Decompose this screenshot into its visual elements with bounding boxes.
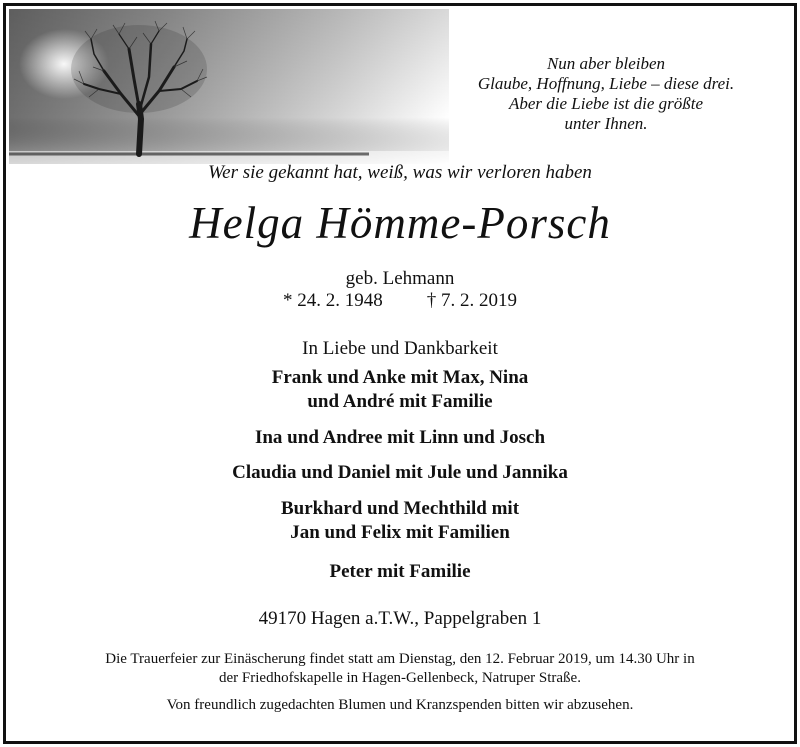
notice-line: der Friedhofskapelle in Hagen-Gellenbeck, Natruper Straße. [219,670,581,686]
mourner-line: Burkhard und Mechthild mit [280,498,520,519]
mourner-group [0,560,800,584]
mourner-line: Ina und Andree mit Linn und Josch [254,427,546,448]
bible-verse [446,54,766,134]
verse-line: Aber die Liebe ist die größte [508,94,704,113]
mourner-line: und André mit Familie [307,391,493,412]
deceased-name: Helga Hömme-Porsch [189,198,611,248]
mourner-line: Claudia und Daniel mit Jule und Jannika [232,462,568,483]
maiden-name: geb. Lehmann [345,268,455,289]
life-dates [0,290,800,312]
mourner-group [0,497,800,545]
verse-line: unter Ihnen. [564,114,648,133]
verse-line: Glaube, Hoffnung, Liebe – diese drei. [477,74,735,93]
mourner-line: Frank und Anke mit Max, Nina [271,367,529,388]
mourners-intro: In Liebe und Dankbarkeit [302,338,498,359]
verse-line: Nun aber bleiben [546,54,666,73]
tree-image [9,9,449,164]
mourner-group [0,426,800,450]
tree-icon [9,9,449,164]
death-date: † 7. 2. 2019 [426,290,517,311]
mourner-line: Peter mit Familie [329,561,471,582]
flowers-notice: Von freundlich zugedachten Blumen und Kranzspenden bitten wir abzusehen. [166,697,634,713]
address: 49170 Hagen a.T.W., Pappelgraben 1 [258,608,542,629]
notice-line: Die Trauerfeier zur Einäscherung findet statt am Dienstag, den 12. Februar 2019, um 14.30 Uhr in [105,651,695,667]
mourner-group [0,461,800,485]
mourner-line: Jan und Felix mit Familien [290,522,510,543]
motto: Wer sie gekannt hat, weiß, was wir verloren haben [208,162,592,183]
birth-date: * 24. 2. 1948 [283,290,383,311]
mourner-group [0,366,800,414]
ceremony-notice [0,650,800,688]
